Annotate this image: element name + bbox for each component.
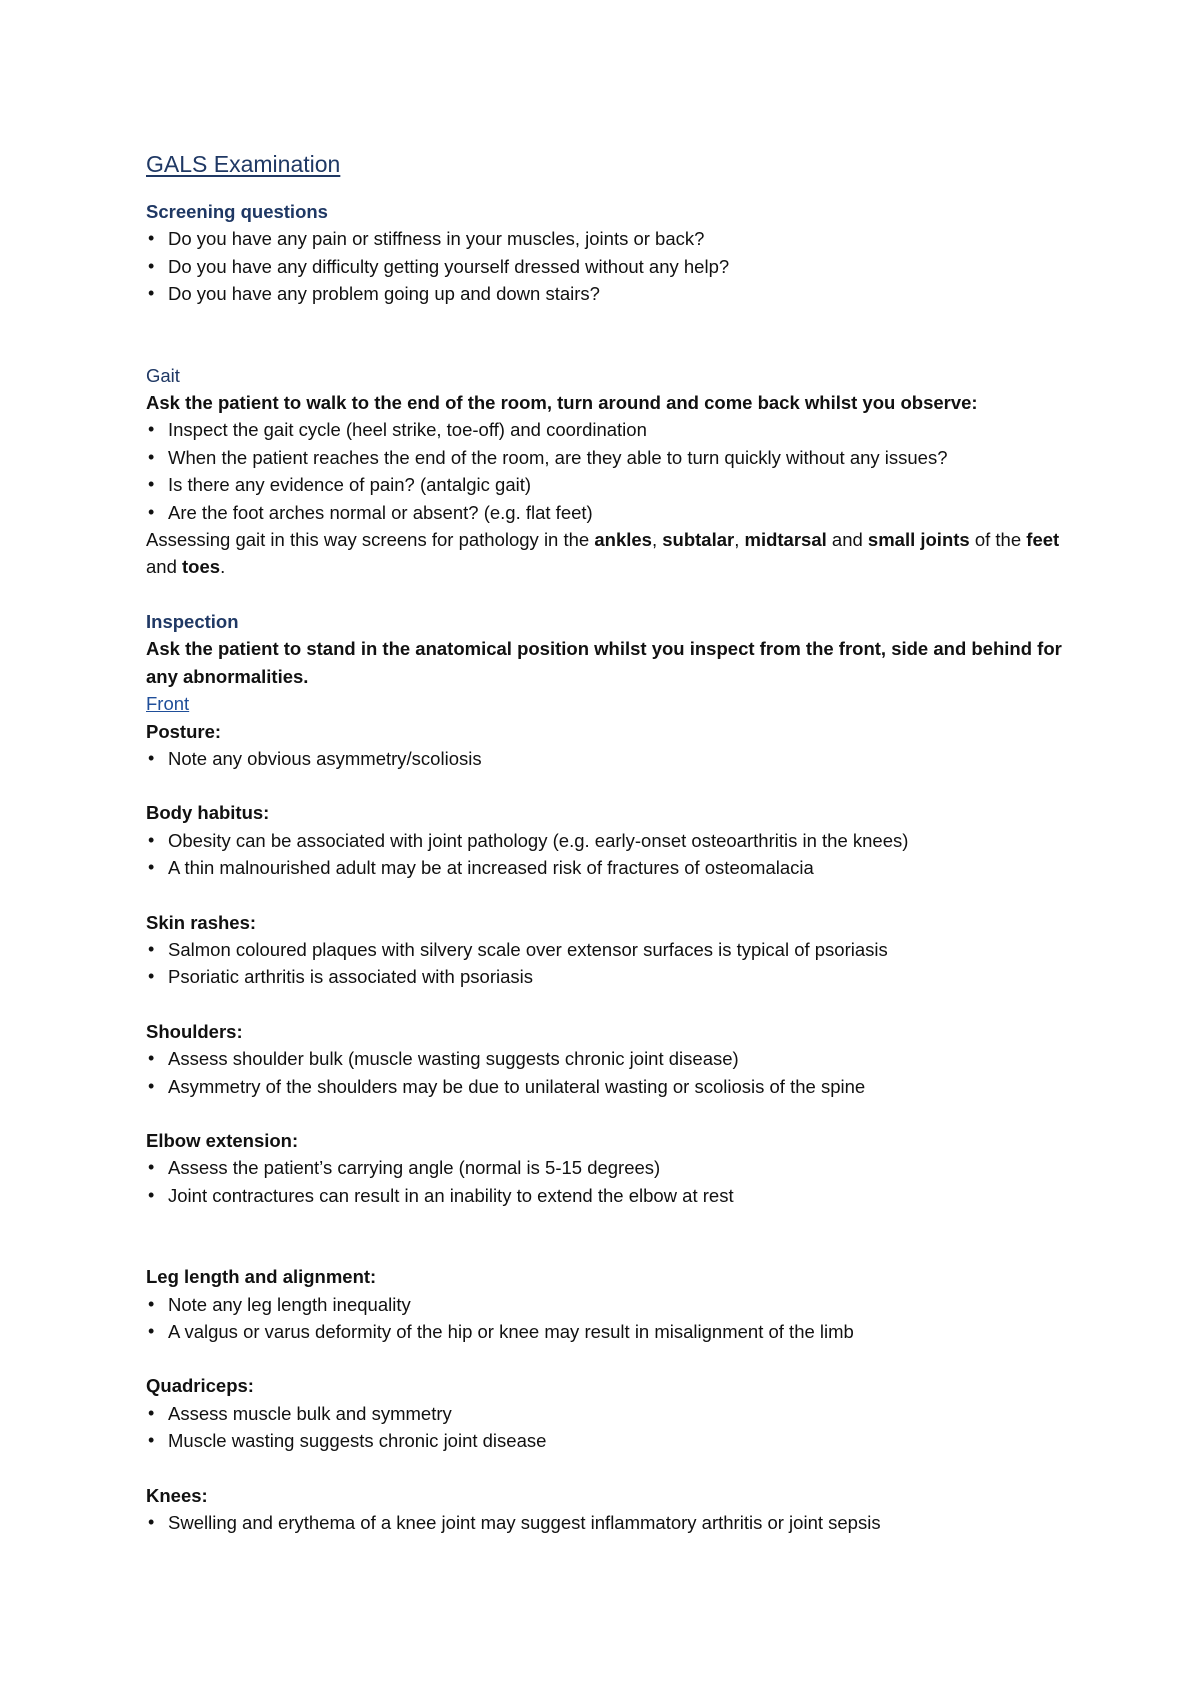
gait-instruction: Ask the patient to walk to the end of the room, turn around and come back whilst you observe: (146, 392, 978, 414)
list-item: • Is there any evidence of pain? (antalgic gait) (146, 471, 1066, 498)
leg-length-list (146, 1291, 1066, 1346)
summary-text: and (146, 556, 183, 578)
list-item: • Swelling and erythema of a knee joint may suggest inflammatory arthritis or joint sepsis (146, 1509, 1066, 1536)
list-item: • Assess shoulder bulk (muscle wasting suggests chronic joint disease) (146, 1045, 1066, 1072)
quadriceps-list (146, 1400, 1066, 1455)
posture-heading: Posture: (146, 720, 222, 742)
list-item: • A valgus or varus deformity of the hip or knee may result in misalignment of the limb (146, 1318, 1066, 1345)
list-item: • Assess the patient’s carrying angle (normal is 5-15 degrees) (146, 1154, 1066, 1181)
gait-summary (146, 526, 1066, 581)
body-habitus-list (146, 827, 1066, 882)
list-item: • Joint contractures can result in an inability to extend the elbow at rest (146, 1182, 1066, 1209)
elbow-extension-heading: Elbow extension: (146, 1129, 299, 1151)
summary-bold: midtarsal (744, 529, 827, 551)
list-item: • When the patient reaches the end of the room, are they able to turn quickly without any issues? (146, 444, 1066, 471)
screening-heading: Screening questions (146, 201, 328, 222)
summary-bold: small joints (867, 529, 970, 551)
spacer (146, 882, 1066, 909)
list-item: • Note any leg length inequality (146, 1291, 1066, 1318)
summary-bold: subtalar (662, 529, 735, 551)
knees-heading: Knees: (146, 1484, 208, 1506)
skin-rashes-list (146, 936, 1066, 991)
list-item: • Note any obvious asymmetry/scoliosis (146, 745, 1066, 772)
spacer (146, 1209, 1066, 1263)
spacer (146, 581, 1066, 608)
summary-text: of the (969, 529, 1027, 551)
list-item: • Do you have any problem going up and down stairs? (146, 280, 1066, 307)
spacer (146, 991, 1066, 1018)
summary-text: , (734, 529, 745, 551)
shoulders-list (146, 1045, 1066, 1100)
summary-bold: feet (1026, 529, 1060, 551)
list-item: • Assess muscle bulk and symmetry (146, 1400, 1066, 1427)
spacer (146, 308, 1066, 362)
list-item: • Inspect the gait cycle (heel strike, toe-off) and coordination (146, 416, 1066, 443)
summary-bold: ankles (594, 529, 652, 551)
inspection-instruction: Ask the patient to stand in the anatomical position whilst you inspect from the front, side and behind for any abnormalities. (146, 638, 1062, 687)
gait-list (146, 416, 1066, 526)
spacer (146, 1100, 1066, 1127)
list-item: • Are the foot arches normal or absent? (e.g. flat feet) (146, 499, 1066, 526)
summary-bold: toes (182, 556, 221, 578)
list-item: • Do you have any pain or stiffness in your muscles, joints or back? (146, 225, 1066, 252)
summary-text: , (651, 529, 663, 551)
gait-heading: Gait (146, 364, 180, 386)
spacer (146, 772, 1066, 799)
posture-list (146, 745, 1066, 772)
skin-rashes-heading: Skin rashes: (146, 911, 257, 933)
elbow-extension-list (146, 1154, 1066, 1209)
summary-text: Assessing gait in this way screens for pathology in the (146, 529, 595, 551)
body-habitus-heading: Body habitus: (146, 802, 270, 824)
document-title: GALS Examination (146, 151, 341, 177)
list-item: • Do you have any difficulty getting yourself dressed without any help? (146, 253, 1066, 280)
summary-text: and (826, 529, 868, 551)
list-item: • Psoriatic arthritis is associated with psoriasis (146, 963, 1066, 990)
front-link[interactable]: Front (146, 693, 190, 715)
spacer (146, 1455, 1066, 1482)
leg-length-heading: Leg length and alignment: (146, 1266, 377, 1288)
screening-list (146, 225, 1066, 307)
summary-text: . (220, 556, 226, 578)
list-item: • Asymmetry of the shoulders may be due to unilateral wasting or scoliosis of the spine (146, 1073, 1066, 1100)
list-item: • A thin malnourished adult may be at increased risk of fractures of osteomalacia (146, 854, 1066, 881)
spacer (146, 1345, 1066, 1372)
inspection-heading: Inspection (146, 610, 239, 632)
list-item: • Muscle wasting suggests chronic joint disease (146, 1427, 1066, 1454)
quadriceps-heading: Quadriceps: (146, 1375, 254, 1397)
document-page (146, 148, 1066, 1536)
knees-list (146, 1509, 1066, 1536)
list-item: • Salmon coloured plaques with silvery scale over extensor surfaces is typical of psoriasis (146, 936, 1066, 963)
list-item: • Obesity can be associated with joint pathology (e.g. early-onset osteoarthritis in the knees) (146, 827, 1066, 854)
shoulders-heading: Shoulders: (146, 1020, 243, 1042)
